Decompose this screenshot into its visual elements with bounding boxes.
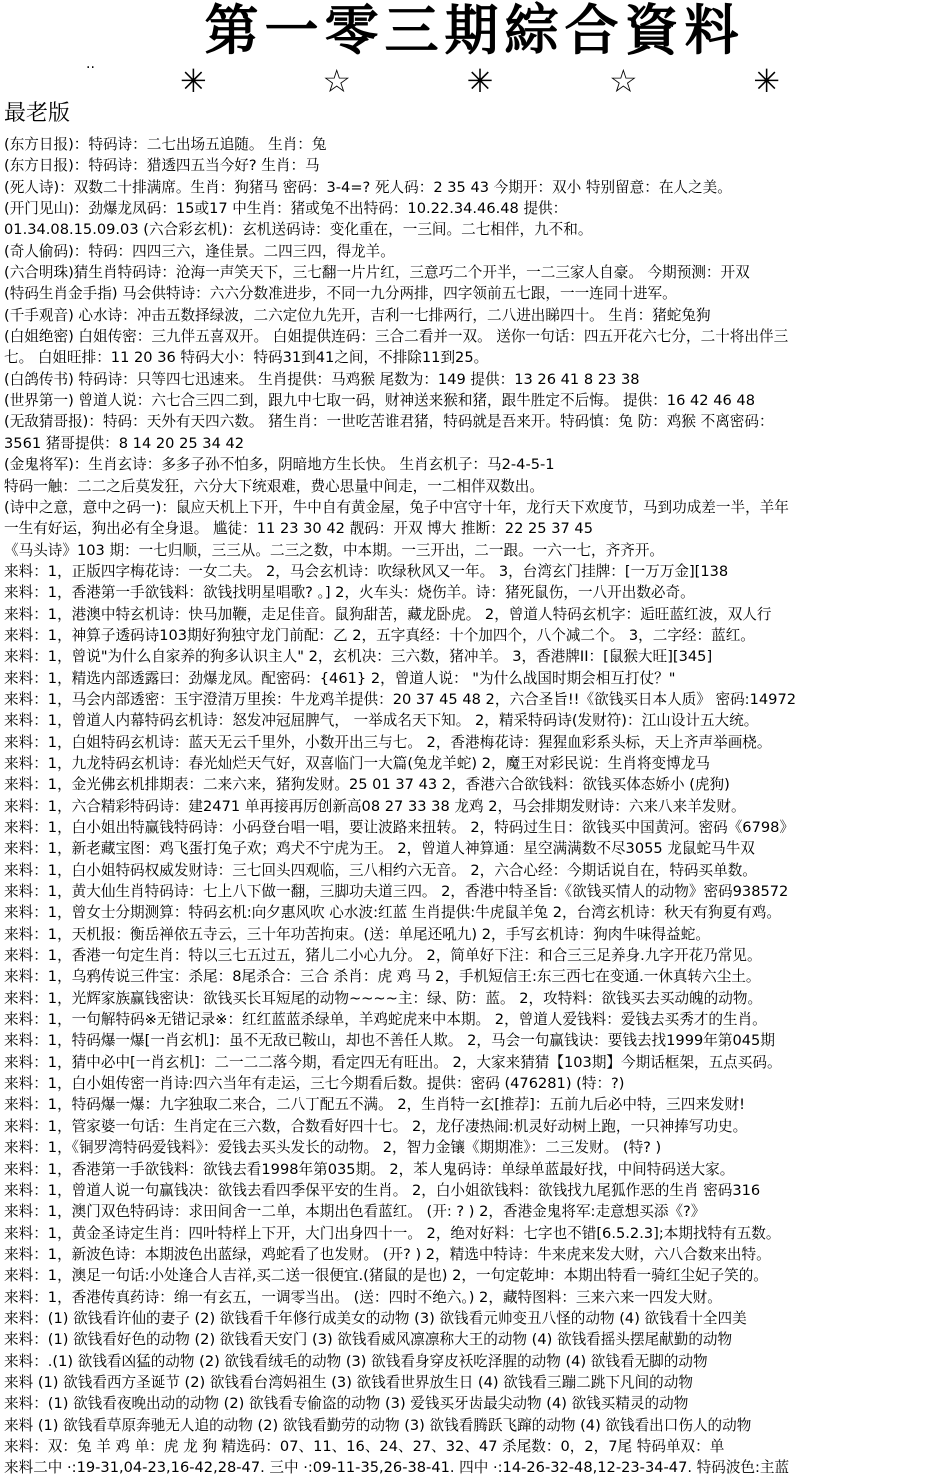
text-line: 来料：1，白小姐传密一肖诗:四六当年有走运，三七今期看后数。提供：密码 (476281) (特：?) — [4, 1075, 625, 1093]
text-line: 《马头诗》103 期：一七归顺，三三从。二三之数，中本期。一三开出，二一跟。一六一七，齐齐开。 — [4, 541, 665, 559]
text-line: 特码一触：二二之后莫发狂，六分大下统艰难，费心思量中间走，一二相伴双数出。 — [4, 477, 544, 495]
asterisk-icon: ✳ — [180, 62, 207, 100]
decorative-dots: ·· — [86, 60, 95, 76]
text-line: (无敌猜哥报)：特码：天外有天四六数。 猪生肖：一世吃苦谁君猪，特码就是吾来开。特码慎：兔 防：鸡猴 不离密码： — [4, 413, 774, 431]
text-line: (白姐绝密) 白姐传密：三九伴五喜双开。 白姐提供连码：三合二看并一双。 送你一句话：四五开花六七分，二十将出伴三 — [4, 328, 789, 346]
text-line: (东方日报)：特码诗：猎透四五当今好? 生肖：马 — [4, 157, 320, 175]
text-line: (千手观音) 心水诗：冲击五数择绿波，二六定位九先开，吉利一七排两行，二八进出睇四十。 生肖：猪蛇兔狗 — [4, 306, 711, 324]
text-line: 来料：(1) 欲钱看好色的动物 (2) 欲钱看天安门 (3) 欲钱看威风凛凛称大王的动物 (4) 欲钱看摇头摆尾献勤的动物 — [4, 1331, 733, 1349]
text-line: 来料：1，黄金圣诗定生肖：四叶特样上下开，大门出身四十一。 2，绝对好料：七字也不错[6.5.2.3];本期找特有五数。 — [4, 1224, 781, 1242]
text-line: 3561 猪哥提供：8 14 20 25 34 42 — [4, 434, 245, 452]
text-line: 来料：1，香港传真药诗：绵一有玄五，一调零当出。 (送：四时不绝六。) 2，藏特图料：三来六来一四发大财。 — [4, 1288, 722, 1306]
text-line: 来料：1，新老藏宝图：鸡飞蛋打兔子欢；鸡犬不宁虎为王。 2，曾道人神算通：星空满满数不尽3055 龙鼠蛇马牛双 — [4, 840, 755, 858]
text-line: 来料：1，六合精彩特码诗：建2471 单再接再厉创新高08 27 33 38 龙鸡 2，马会排期发财诗：六来八来羊发财。 — [4, 797, 746, 815]
text-line: (奇人偷码)：特码：四四三六，逢佳景。二四三四，得龙羊。 — [4, 242, 395, 260]
text-line: 来料：1，一句解特码※无错记录※：红红蓝蓝杀绿单，羊鸡蛇虎来中本期。 2，曾道人爱钱料：爱钱去买秀才的生肖。 — [4, 1011, 767, 1029]
text-line: (东方日报)：特码诗：二七出场五追随。 生肖：兔 — [4, 136, 327, 153]
text-line: 来料：1，光辉家族赢钱密诀：欲钱买长耳短尾的动物~~~~主：绿、防：蓝。 2，攻特料：欲钱买去买动魄的动物。 — [4, 989, 763, 1007]
asterisk-icon: ✳ — [466, 62, 494, 100]
text-line: 来料二中 ·:19-31,04-23,16-42,28-47. 三中 ·:09-11-35,26-38-41. 四中 ·:14-26-32-48,12-23-34-47. 特码波色:主蓝 — [4, 1459, 790, 1477]
text-line: 来料：1，《铜罗湾特码爱钱料》：爱钱去买头发长的动物。 2，智力金镶《期期准》：二三发财。 (特? ) — [4, 1139, 662, 1157]
text-line: 01.34.08.15.09.03 (六合彩玄机)：玄机送码诗：变化重在，一三间。二七相伴，九不和。 — [4, 221, 593, 239]
text-line: 来料：1，香港一句定生肖：特以三七五过五，猪儿二小心九分。 2，简单好下注：和合三三足养身.九字开花乃常见。 — [4, 947, 762, 965]
text-line: (六合明珠)猜生肖特码诗：沧海一声笑天下，三七翻一片片红，三意巧二个开半，一二三家人自豪。 今期预测：开双 — [4, 264, 750, 282]
text-line: 来料：1，精选内部透露曰：劲爆龙凤。配密码：{461} 2，曾道人说： "为什么战国时期会相互打仗？" — [4, 669, 676, 687]
text-line: 来料：1，金光佛玄机排期表：二来六来，猪狗发财。25 01 37 43 2，香港六合欲钱料：欲钱买体态娇小 (虎狗) — [4, 776, 730, 794]
text-line: 来料：.(1) 欲钱看凶猛的动物 (2) 欲钱看绒毛的动物 (3) 欲钱看身穿皮袄吃泽腥的动物 (4) 欲钱看无脚的动物 — [4, 1352, 708, 1370]
text-line: 七。 白姐旺排：11 20 36 特码大小：特码31到41之间，不排除11到25。 — [4, 349, 489, 367]
text-line: 来料：1，猜中必中[一肖玄机]：二一二二落今期，看定四无有旺出。 2，大家来猜猜【103期】今期话框架，五点买码。 — [4, 1053, 782, 1071]
text-line: 来料：1，澳门双色特码诗：求田间舍一二单，本期出色看蓝红。 (开: ? ) 2，香港金鬼将军:走意想买添《?》 — [4, 1203, 706, 1221]
text-line: 来料：1，白姐特码玄机诗：蓝天无云千里外，小数开出三与七。 2，香港梅花诗：猩猩血彩系头标，天上齐声举画桡。 — [4, 733, 772, 751]
text-line: 来料：1，曾说"为什么自家养的狗多认识主人" 2，玄机决：三六数，猪冲羊。 3，香港牌II：[鼠猴大旺][345] — [4, 648, 713, 666]
text-line: (白鸽传书) 特码诗：只等四七迅速来。 生肖提供：马鸡猴 尾数为：149 提供：13 26 41 8 23 38 — [4, 370, 640, 388]
text-line: 来料：1，正版四字梅花诗：一女二夫。 2，马会玄机诗：吹绿秋风又一年。 3，台湾玄门挂牌：[一万万金][138 — [4, 562, 729, 580]
star-icon: ☆ — [608, 62, 638, 100]
text-line: 来料 (1) 欲钱看草原奔驰无人追的动物 (2) 欲钱看勤劳的动物 (3) 欲钱看腾跃飞蹿的动物 (4) 欲钱看出口伤人的动物 — [4, 1416, 752, 1434]
text-line: 来料：1，神算子透码诗103期好狗独守龙门前配：乙 2，五字真经：十个加四个，八个减二个。 3，二字经：蓝红。 — [4, 626, 755, 644]
text-line: 来料：1，港澳中特玄机诗：快马加鞭，走足佳音。鼠狗甜苦，藏龙卧虎。 2，曾道人特码玄机字：逅旺蓝红波，双人行 — [4, 605, 772, 623]
text-line: 来料：1，香港第一手欲钱料：欲钱找明星唱歌? 。] 2，火车头：烧伤羊。诗：猪死鼠伤，一八开出数必奇。 — [4, 584, 695, 602]
text-line: 来料：1，乌鸦传说三件宝：杀尾：8尾杀合：三合 杀肖：虎 鸡 马 2，手机短信王:东三西七在变通.一休真转六尘土。 — [4, 968, 761, 986]
text-line: (金鬼将军)：生肖玄诗：多多子孙不怕多，阴暗地方生长快。 生肖玄机子：马2-4-5-1 — [4, 456, 555, 474]
text-line: 来料：1，九龙特码玄机诗：春光灿烂天气好，双喜临门一大篇(兔龙羊蛇) 2，魔王对彩民说：生肖将变博龙马 — [4, 754, 710, 772]
text-line: (诗中之意，意中之码一)：鼠应天机上下开，牛中自有黄金屋，兔子中宫守十年，龙行天下欢度节，马到功成差一半，羊年 — [4, 498, 789, 516]
text-line: 来料：1，新波色诗：本期波色出蓝绿，鸡蛇看了也发财。 (开? ) 2，精选中特诗：牛来虎来发大财，六八合数来出特。 — [4, 1245, 771, 1263]
asterisk-icon: ✳ — [753, 62, 780, 100]
text-line: 来料：1，曾道人说一句赢钱决：欲钱去看四季保平安的生肖。 2，白小姐欲钱料：欲钱找九尾狐作恶的生肖 密码316 — [4, 1181, 761, 1199]
text-line: 来料：1，澳足一句话:小处逢合人吉祥,买二送一很便宜.(猪鼠的是也) 2，一句定乾坤：本期出特看一骑红尘妃子笑的。 — [4, 1267, 768, 1285]
star-icon: ☆ — [322, 62, 352, 100]
page-title: 第一零三期綜合資料 — [204, 0, 745, 62]
edition-label: 最老版 — [4, 101, 71, 126]
text-line: (开门见山)：劲爆龙凤码：15或17 中生肖：猪或兔不出特码：10.22.34.46.48 提供： — [4, 200, 568, 218]
text-line: 来料：1，特码爆一爆：九字独取二来合，二八丁配五不满。 2，生肖特一玄[推荐]：五前九后必中特，三四来发财! — [4, 1096, 745, 1114]
text-line: 来料：1，曾女士分期测算：特码玄机:向夕惠风吹 心水波:红蓝 生肖提供:牛虎鼠羊兔 2，台湾玄机诗：秋天有狗夏有鸡。 — [4, 904, 781, 922]
star-row — [180, 64, 780, 98]
text-line: 来料：(1) 欲钱看许仙的妻子 (2) 欲钱看千年修行成美女的动物 (3) 欲钱看元帅变丑八怪的动物 (4) 欲钱看十全四美 — [4, 1309, 747, 1327]
text-line: 来料：1，香港第一手欲钱料：欲钱去看1998年第035期。 2，苯人鬼码诗：单绿单蓝最好找，中间特码送大家。 — [4, 1160, 735, 1178]
text-line: 来料：1，曾道人内幕特码玄机诗：怒发冲冠屈脾气， 一举成名天下知。 2，精采特码诗(发财符)：江山设计五大统。 — [4, 712, 759, 730]
text-line: 来料：1，天机报：衡岳禅依五寺云，三十年功苦拘束。(送：单尾还吼九) 2，手写玄机诗：狗肉牛味得益蛇。 — [4, 925, 710, 943]
text-line: 来料：(1) 欲钱看夜晚出动的动物 (2) 欲钱看专偷盗的动物 (3) 爱钱买牙齿最尖动物 (4) 欲钱买精灵的动物 — [4, 1395, 689, 1413]
text-line: 来料：1，黄大仙生肖特码诗：七上八下做一翻，三脚功夫道三四。 2，香港中特圣旨:《欲钱买情人的动物》密码938572 — [4, 883, 789, 901]
text-line: (特码生肖金手指) 马会供特诗：六六分数准进步，不同一九分两排，四字领前五七跟，一一连同十进军。 — [4, 285, 677, 303]
text-lines — [4, 134, 946, 1479]
text-line: (世界第一) 曾道人说：六七合三四二到，跟九中七取一码，财神送来猴和猪，跟牛胜定不后悔。 提供：16 42 46 48 — [4, 392, 755, 410]
text-line: 来料：1，马会内部透密：玉宇澄清万里挨：牛龙鸡羊提供：20 37 45 48 2，六合圣旨!!《欲钱买日本人质》 密码:14972 — [4, 690, 797, 708]
text-line: (死人诗)：双数二十排满席。生肖：狗猪马 密码：3-4=? 死人码：2 35 43 今期开：双小 特别留意：在人之美。 — [4, 178, 732, 196]
text-line: 来料：1，管家婆一句话：生肖定在三六数，合数看好四十七。 2，龙仔凄热闹:机灵好动树上跑，一只神捧写功史。 — [4, 1117, 748, 1135]
text-line: 来料：1，特码爆一爆[一肖玄机]：虽不无敌已鞍山，却也不善任人欺。 2，马会一句赢钱诀：要钱去找1999年第045期 — [4, 1032, 775, 1050]
text-line: 来料：双：兔 羊 鸡 单：虎 龙 狗 精选码：07、11、16、24、27、32、47 杀尾数：0，2，7尾 特码单双：单 — [4, 1437, 725, 1455]
text-line: 来料 (1) 欲钱看西方圣诞节 (2) 欲钱看台湾妈祖生 (3) 欲钱看世界放生日 (4) 欲钱看三蹦二跳下凡间的动物 — [4, 1373, 693, 1391]
text-line: 一生有好运，狗出必有全身退。 尴徒：11 23 30 42 靓码：开双 博大 推断：22 25 37 45 — [4, 520, 593, 538]
text-line: 来料：1，白小姐特码权威发财诗：三七回头四观临，三八相约六无音。 2，六合心经：今期话说自在，特码买单数。 — [4, 861, 757, 879]
text-line: 来料：1，白小姐出特赢钱特码诗：小码登台唱一唱，要让波路来扭转。 2，特码过生日：欲钱买中国黄河。密码《6798》 — [4, 819, 795, 836]
